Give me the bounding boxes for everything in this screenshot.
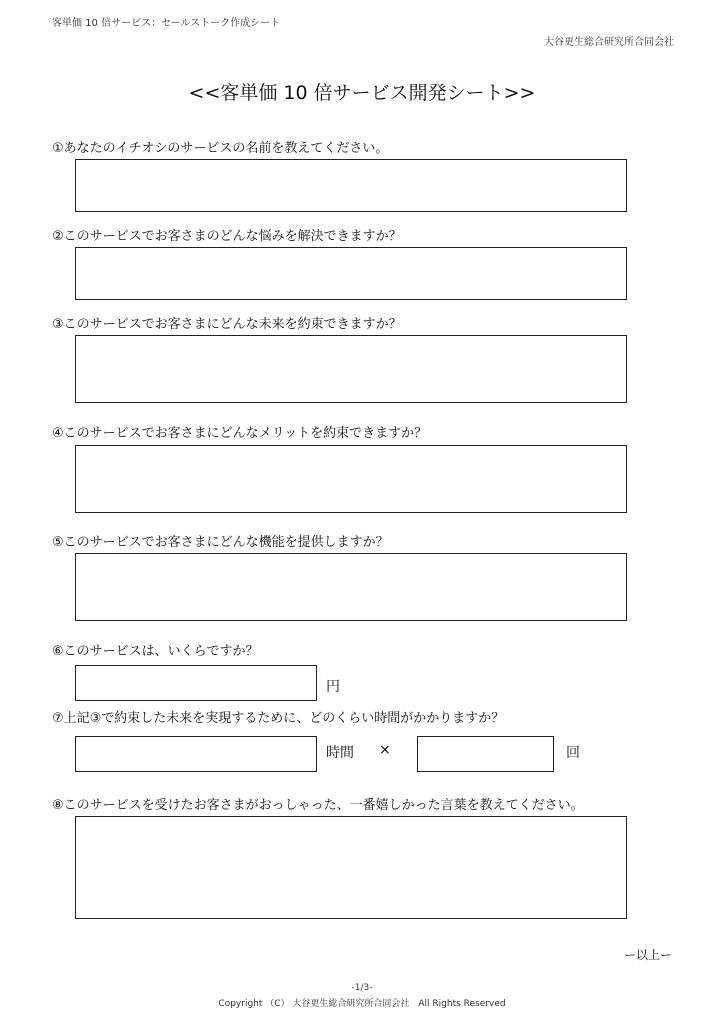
question-6-label: ⑥このサービスは、いくらですか？ — [52, 644, 259, 659]
answer-2-field[interactable] — [75, 247, 627, 300]
answer-8-field[interactable] — [75, 816, 627, 919]
answer-1-field[interactable] — [75, 159, 627, 212]
question-1-label: ①あなたのイチオシのサービスの名前を教えてください。 — [52, 141, 389, 156]
price-field[interactable] — [75, 665, 317, 701]
question-7-label: ⑦上記③で約束した未来を実現するために、どのくらい時間がかかりますか？ — [52, 711, 505, 726]
times-symbol: × — [379, 742, 391, 758]
count-unit-label: 回 — [566, 745, 580, 761]
hours-field[interactable] — [75, 736, 317, 772]
question-5-label: ⑤このサービスでお客さまにどんな機能を提供しますか？ — [52, 535, 389, 550]
page-title: <<客単価 10 倍サービス開発シート>> — [188, 82, 536, 104]
question-8-label: ⑧このサービスを受けたお客さまがおっしゃった、一番嬉しかった言葉を教えてください。 — [52, 798, 584, 813]
closing-mark: ー以上ー — [623, 948, 672, 962]
question-2-label: ②このサービスでお客さまのどんな悩みを解決できますか？ — [52, 229, 402, 244]
document-label: 客単価 10 倍サービス：セールストーク作成シート — [52, 18, 281, 29]
page-number: -1/3- — [351, 983, 373, 993]
question-3-label: ③このサービスでお客さまにどんな未来を約束できますか？ — [52, 317, 402, 332]
hours-unit-label: 時間 — [326, 745, 354, 761]
answer-4-field[interactable] — [75, 445, 627, 513]
question-4-label: ④このサービスでお客さまにどんなメリットを約束できますか？ — [52, 426, 428, 441]
copyright-notice: Copyright （C） 大谷更生総合研究所合同会社 All Rights Reserved — [218, 999, 506, 1009]
price-unit-label: 円 — [326, 679, 340, 695]
count-field[interactable] — [417, 736, 554, 772]
answer-3-field[interactable] — [75, 335, 627, 403]
company-name: 大谷更生総合研究所合同会社 — [544, 37, 674, 48]
answer-5-field[interactable] — [75, 553, 627, 621]
